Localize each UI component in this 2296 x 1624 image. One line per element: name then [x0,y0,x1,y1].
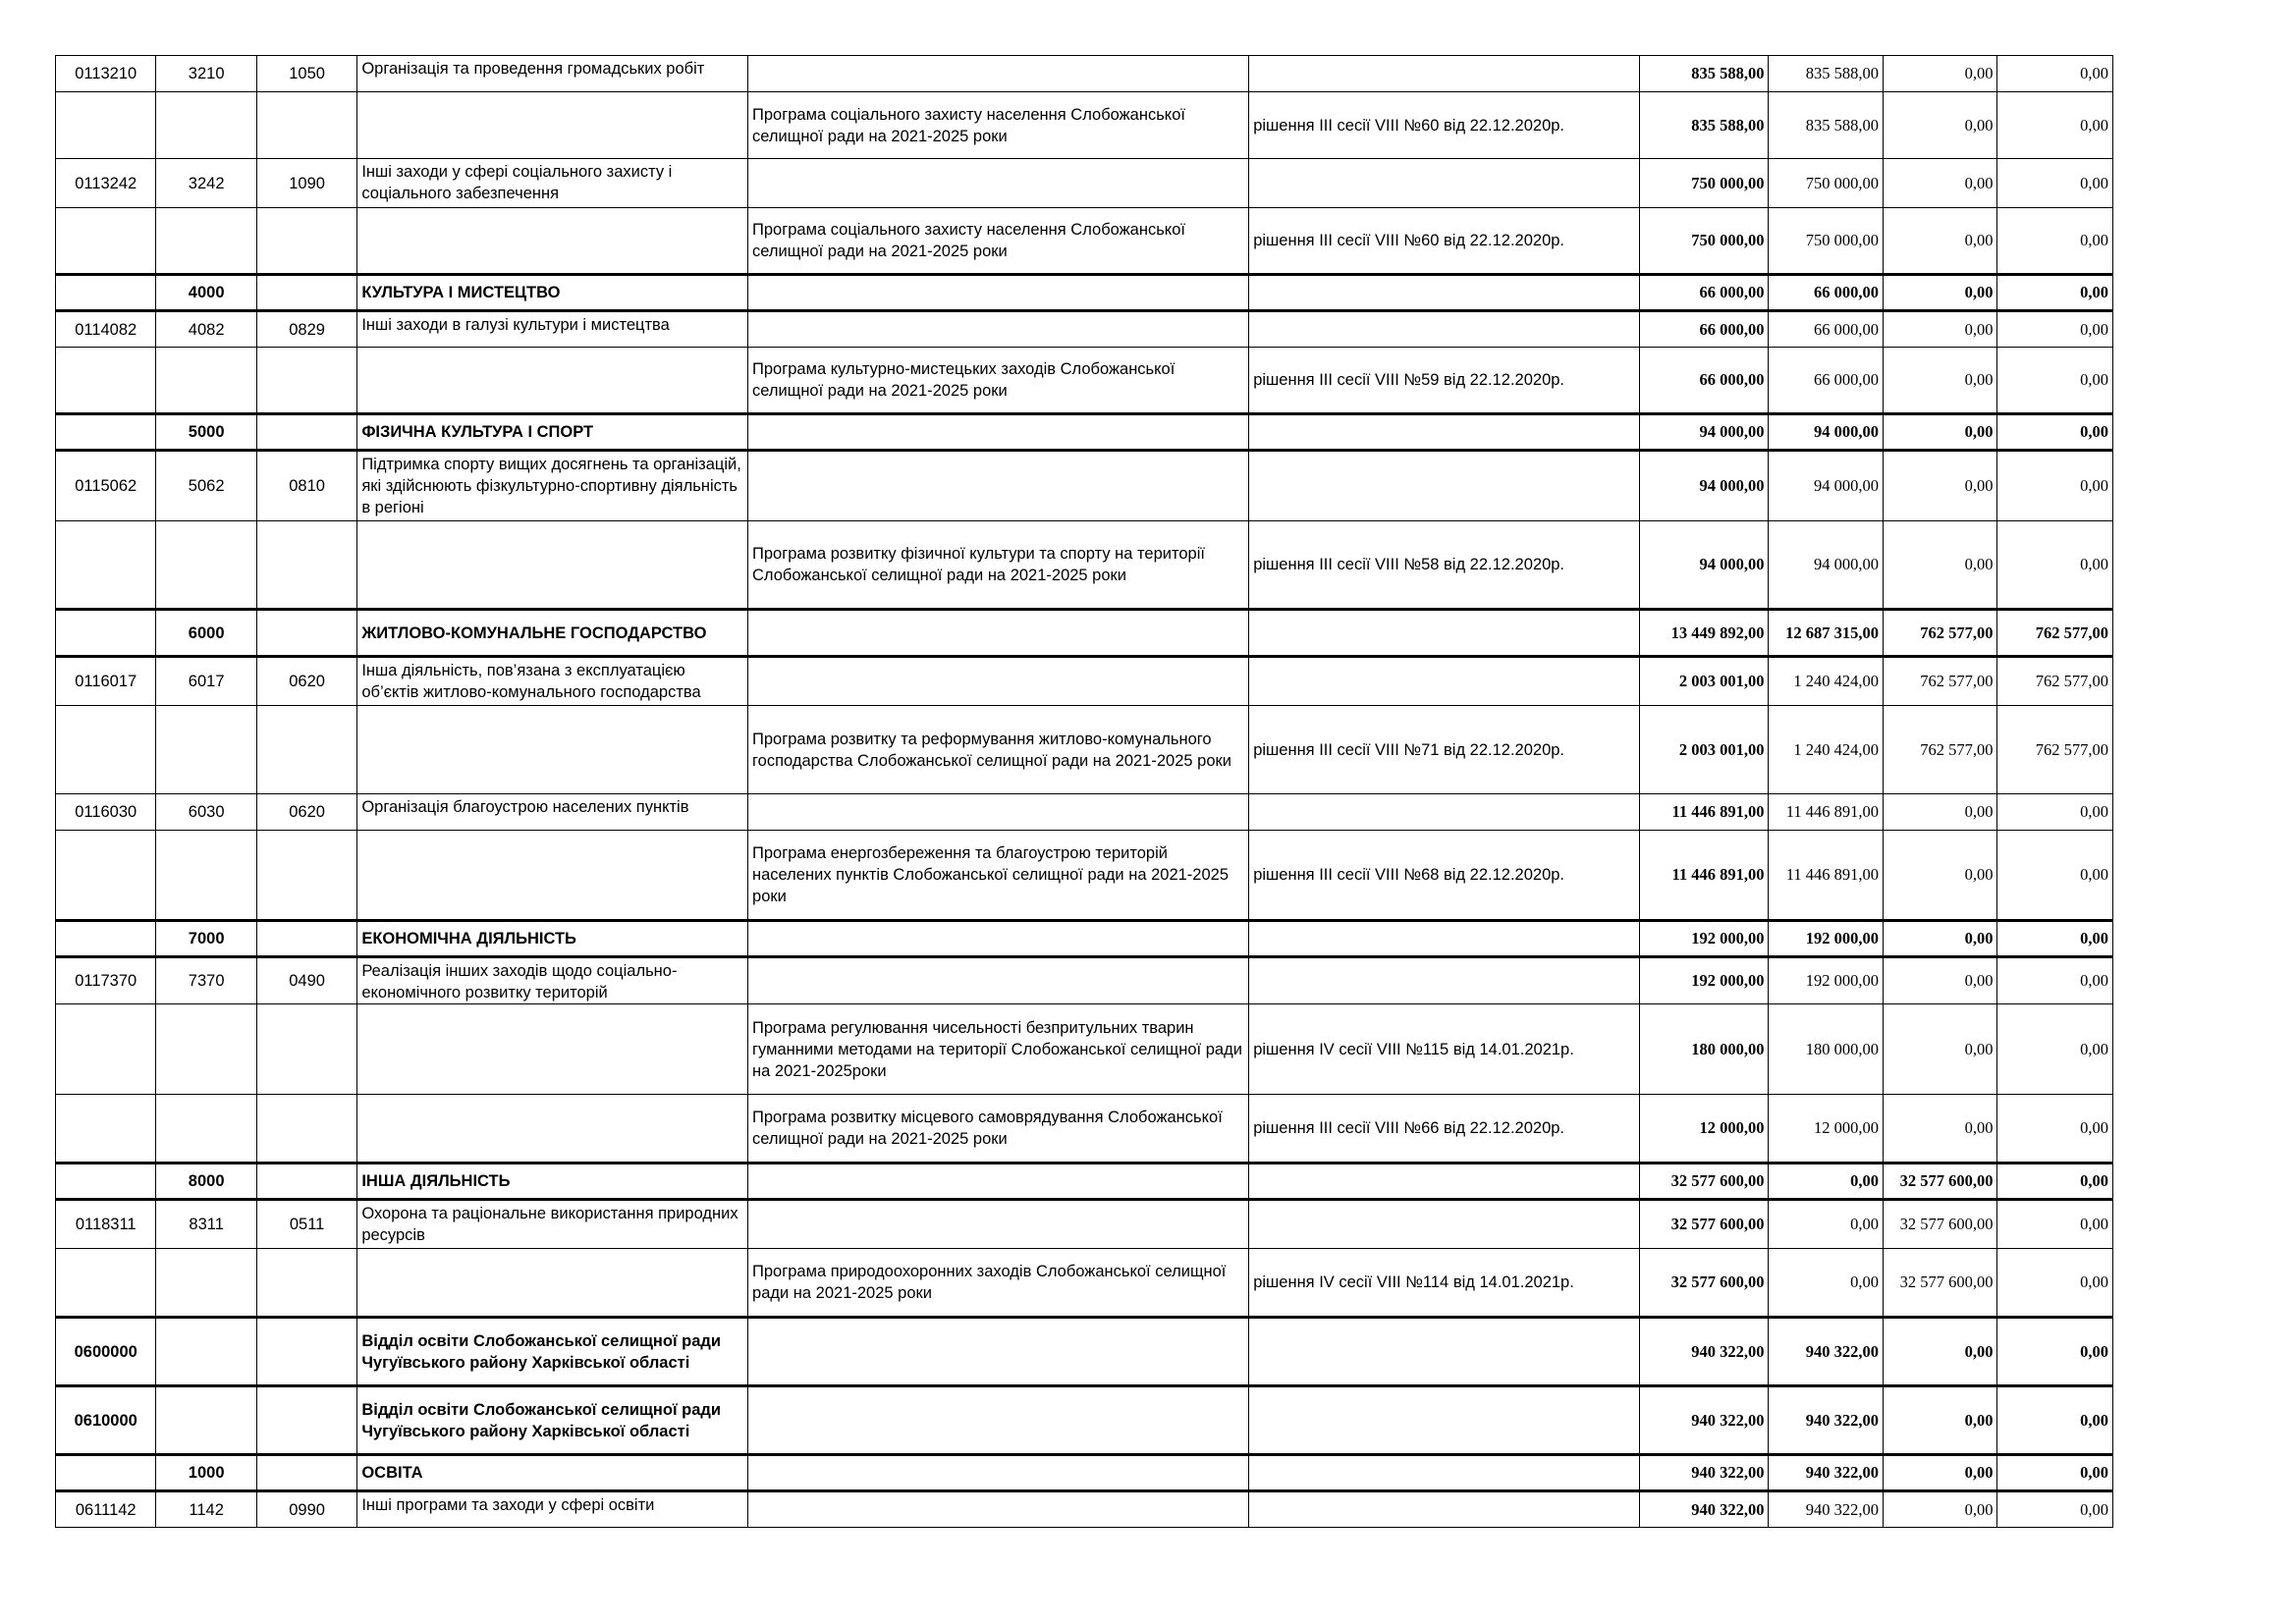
special-fund-cell: 0,00 [1883,311,1997,348]
program-name-cell [748,921,1249,957]
function-code-cell: 0810 [256,451,356,521]
expense-name-cell: Інші програми та заходи у сфері освіти [357,1491,748,1528]
program-code-cell: 0118311 [56,1200,156,1249]
program-code-cell: 0600000 [56,1318,156,1386]
program-name-cell: Програма регулювання чисельності безпритульних тварин гуманними методами на території Слобожанської селищної ради на 2021-2025роки [748,1004,1249,1095]
table-row [56,610,2113,657]
function-code-cell: 1090 [256,159,356,208]
kfk-code-cell [156,1095,256,1164]
total-amount-cell: 192 000,00 [1639,921,1769,957]
program-name-cell [748,1386,1249,1455]
table-row [56,208,2113,275]
total-amount-cell: 13 449 892,00 [1639,610,1769,657]
program-name-cell: Програма розвитку місцевого самоврядування Слобожанської селищної ради на 2021-2025 роки [748,1095,1249,1164]
special-fund-cell: 0,00 [1883,414,1997,451]
special-fund-cell: 0,00 [1883,1095,1997,1164]
development-budget-cell: 762 577,00 [1997,706,2113,794]
kfk-code-cell: 8311 [156,1200,256,1249]
program-name-cell: Програма культурно-мистецьких заходів Слобожанської селищної ради на 2021-2025 роки [748,348,1249,414]
decision-cell [1249,957,1640,1004]
development-budget-cell: 0,00 [1997,56,2113,92]
function-code-cell: 0620 [256,657,356,706]
decision-cell [1249,794,1640,831]
kfk-code-cell [156,1249,256,1318]
expense-name-cell: ЕКОНОМІЧНА ДІЯЛЬНІСТЬ [357,921,748,957]
general-fund-cell: 0,00 [1769,1200,1884,1249]
total-amount-cell: 2 003 001,00 [1639,706,1769,794]
decision-cell [1249,56,1640,92]
kfk-code-cell [156,521,256,610]
kfk-code-cell: 3210 [156,56,256,92]
program-name-cell [748,657,1249,706]
total-amount-cell: 94 000,00 [1639,451,1769,521]
kfk-code-cell [156,208,256,275]
special-fund-cell: 0,00 [1883,159,1997,208]
kfk-code-cell: 4000 [156,275,256,311]
decision-cell: рішення ІІІ сесії VIII №71 від 22.12.2020р. [1249,706,1640,794]
total-amount-cell: 12 000,00 [1639,1095,1769,1164]
special-fund-cell: 0,00 [1883,348,1997,414]
total-amount-cell: 940 322,00 [1639,1491,1769,1528]
total-amount-cell: 2 003 001,00 [1639,657,1769,706]
decision-cell [1249,657,1640,706]
function-code-cell: 0511 [256,1200,356,1249]
expense-name-cell: ОСВІТА [357,1455,748,1491]
expense-name-cell: Інша діяльність, пов’язана з експлуатацією об’єктів житлово-комунального господарства [357,657,748,706]
table-row [56,1200,2113,1249]
total-amount-cell: 750 000,00 [1639,159,1769,208]
table-row [56,794,2113,831]
program-name-cell [748,1200,1249,1249]
table-row [56,1318,2113,1386]
function-code-cell [256,1455,356,1491]
program-name-cell: Програма соціального захисту населення Слобожанської селищної ради на 2021-2025 роки [748,208,1249,275]
program-name-cell: Програма розвитку фізичної культури та спорту на території Слобожанської селищної ради на 2021-2025 роки [748,521,1249,610]
expense-name-cell: Підтримка спорту вищих досягнень та організацій, які здійснюють фізкультурно-спортивну діяльність в регіоні [357,451,748,521]
decision-cell [1249,159,1640,208]
development-budget-cell: 0,00 [1997,794,2113,831]
general-fund-cell: 12 687 315,00 [1769,610,1884,657]
total-amount-cell: 66 000,00 [1639,275,1769,311]
kfk-code-cell [156,1386,256,1455]
table-row [56,1455,2113,1491]
special-fund-cell: 762 577,00 [1883,657,1997,706]
program-code-cell [56,208,156,275]
total-amount-cell: 180 000,00 [1639,1004,1769,1095]
table-row [56,521,2113,610]
expense-name-cell: Охорона та раціональне використання природних ресурсів [357,1200,748,1249]
function-code-cell [256,414,356,451]
program-name-cell: Програма енергозбереження та благоустрою територій населених пунктів Слобожанської селищної ради на 2021-2025 роки [748,831,1249,921]
general-fund-cell: 94 000,00 [1769,451,1884,521]
program-name-cell [748,451,1249,521]
program-code-cell [56,348,156,414]
total-amount-cell: 32 577 600,00 [1639,1200,1769,1249]
development-budget-cell: 0,00 [1997,348,2113,414]
program-name-cell [748,159,1249,208]
table-row [56,56,2113,92]
general-fund-cell: 192 000,00 [1769,921,1884,957]
decision-cell [1249,1200,1640,1249]
decision-cell [1249,1164,1640,1200]
expense-name-cell: Організація благоустрою населених пунктів [357,794,748,831]
program-name-cell [748,610,1249,657]
program-code-cell: 0611142 [56,1491,156,1528]
function-code-cell [256,1318,356,1386]
total-amount-cell: 192 000,00 [1639,957,1769,1004]
special-fund-cell: 32 577 600,00 [1883,1200,1997,1249]
expense-name-cell [357,1249,748,1318]
function-code-cell: 0490 [256,957,356,1004]
total-amount-cell: 940 322,00 [1639,1318,1769,1386]
decision-cell [1249,1491,1640,1528]
development-budget-cell: 0,00 [1997,311,2113,348]
development-budget-cell: 0,00 [1997,831,2113,921]
table-row [56,831,2113,921]
special-fund-cell: 0,00 [1883,275,1997,311]
program-code-cell [56,1249,156,1318]
development-budget-cell: 762 577,00 [1997,657,2113,706]
function-code-cell [256,348,356,414]
program-code-cell [56,92,156,159]
special-fund-cell: 0,00 [1883,794,1997,831]
program-name-cell [748,1318,1249,1386]
expense-name-cell: ЖИТЛОВО-КОМУНАЛЬНЕ ГОСПОДАРСТВО [357,610,748,657]
general-fund-cell: 750 000,00 [1769,159,1884,208]
program-code-cell [56,275,156,311]
program-code-cell: 0117370 [56,957,156,1004]
function-code-cell [256,208,356,275]
table-row [56,1491,2113,1528]
kfk-code-cell [156,831,256,921]
budget-programs-table [55,55,2113,1528]
function-code-cell: 0620 [256,794,356,831]
table-row [56,451,2113,521]
program-code-cell: 0116017 [56,657,156,706]
table-row [56,1164,2113,1200]
function-code-cell [256,921,356,957]
function-code-cell: 1050 [256,56,356,92]
decision-cell [1249,610,1640,657]
table-row [56,1095,2113,1164]
development-budget-cell: 0,00 [1997,159,2113,208]
decision-cell [1249,414,1640,451]
general-fund-cell: 66 000,00 [1769,348,1884,414]
program-name-cell [748,794,1249,831]
general-fund-cell: 11 446 891,00 [1769,794,1884,831]
development-budget-cell: 0,00 [1997,92,2113,159]
decision-cell: рішення ІІІ сесії VIII №59 від 22.12.2020р. [1249,348,1640,414]
function-code-cell [256,1004,356,1095]
kfk-code-cell: 3242 [156,159,256,208]
program-code-cell: 0113242 [56,159,156,208]
development-budget-cell: 0,00 [1997,1164,2113,1200]
program-name-cell [748,1164,1249,1200]
kfk-code-cell: 4082 [156,311,256,348]
general-fund-cell: 835 588,00 [1769,56,1884,92]
expense-name-cell [357,831,748,921]
expense-name-cell: ФІЗИЧНА КУЛЬТУРА І СПОРТ [357,414,748,451]
total-amount-cell: 66 000,00 [1639,348,1769,414]
kfk-code-cell [156,92,256,159]
special-fund-cell: 32 577 600,00 [1883,1164,1997,1200]
expense-name-cell [357,1095,748,1164]
general-fund-cell: 0,00 [1769,1249,1884,1318]
kfk-code-cell [156,1004,256,1095]
program-name-cell [748,275,1249,311]
function-code-cell [256,521,356,610]
general-fund-cell: 940 322,00 [1769,1455,1884,1491]
function-code-cell [256,275,356,311]
expense-name-cell: Організація та проведення громадських робіт [357,56,748,92]
total-amount-cell: 750 000,00 [1639,208,1769,275]
kfk-code-cell [156,348,256,414]
decision-cell: рішення ІІІ сесії VIII №58 від 22.12.2020р. [1249,521,1640,610]
special-fund-cell: 0,00 [1883,521,1997,610]
program-name-cell [748,414,1249,451]
kfk-code-cell: 1142 [156,1491,256,1528]
function-code-cell [256,1095,356,1164]
expense-name-cell: Реалізація інших заходів щодо соціально-економічного розвитку територій [357,957,748,1004]
total-amount-cell: 835 588,00 [1639,92,1769,159]
expense-name-cell [357,706,748,794]
general-fund-cell: 940 322,00 [1769,1318,1884,1386]
development-budget-cell: 0,00 [1997,921,2113,957]
expense-name-cell: Відділ освіти Слобожанської селищної ради Чугуївського району Харківської області [357,1386,748,1455]
table-row [56,1249,2113,1318]
program-name-cell [748,1491,1249,1528]
expense-name-cell: Інші заходи в галузі культури і мистецтва [357,311,748,348]
kfk-code-cell: 7370 [156,957,256,1004]
total-amount-cell: 32 577 600,00 [1639,1164,1769,1200]
program-name-cell: Програма соціального захисту населення Слобожанської селищної ради на 2021-2025 роки [748,92,1249,159]
decision-cell [1249,311,1640,348]
table-row [56,92,2113,159]
development-budget-cell: 0,00 [1997,1318,2113,1386]
kfk-code-cell: 7000 [156,921,256,957]
special-fund-cell: 32 577 600,00 [1883,1249,1997,1318]
expense-name-cell [357,521,748,610]
special-fund-cell: 0,00 [1883,1455,1997,1491]
expense-name-cell: ІНША ДІЯЛЬНІСТЬ [357,1164,748,1200]
general-fund-cell: 0,00 [1769,1164,1884,1200]
special-fund-cell: 762 577,00 [1883,706,1997,794]
development-budget-cell: 0,00 [1997,414,2113,451]
general-fund-cell: 66 000,00 [1769,311,1884,348]
program-code-cell [56,521,156,610]
decision-cell: рішення IV сесії VIII №114 від 14.01.2021р. [1249,1249,1640,1318]
development-budget-cell: 762 577,00 [1997,610,2113,657]
function-code-cell [256,706,356,794]
kfk-code-cell: 6030 [156,794,256,831]
decision-cell [1249,1455,1640,1491]
program-name-cell [748,957,1249,1004]
special-fund-cell: 0,00 [1883,957,1997,1004]
special-fund-cell: 0,00 [1883,208,1997,275]
kfk-code-cell [156,706,256,794]
decision-cell: рішення ІІІ сесії VIII №60 від 22.12.2020р. [1249,208,1640,275]
program-code-cell [56,706,156,794]
function-code-cell [256,1164,356,1200]
development-budget-cell: 0,00 [1997,521,2113,610]
general-fund-cell: 11 446 891,00 [1769,831,1884,921]
expense-name-cell [357,92,748,159]
program-code-cell [56,414,156,451]
kfk-code-cell [156,1318,256,1386]
program-name-cell [748,56,1249,92]
table-row [56,414,2113,451]
general-fund-cell: 94 000,00 [1769,521,1884,610]
program-code-cell: 0113210 [56,56,156,92]
total-amount-cell: 940 322,00 [1639,1455,1769,1491]
table-row [56,706,2113,794]
decision-cell [1249,1318,1640,1386]
kfk-code-cell: 8000 [156,1164,256,1200]
program-name-cell [748,311,1249,348]
program-code-cell: 0610000 [56,1386,156,1455]
table-row [56,957,2113,1004]
function-code-cell [256,1386,356,1455]
decision-cell [1249,275,1640,311]
total-amount-cell: 835 588,00 [1639,56,1769,92]
general-fund-cell: 180 000,00 [1769,1004,1884,1095]
development-budget-cell: 0,00 [1997,451,2113,521]
special-fund-cell: 0,00 [1883,1004,1997,1095]
expense-name-cell: КУЛЬТУРА І МИСТЕЦТВО [357,275,748,311]
development-budget-cell: 0,00 [1997,957,2113,1004]
kfk-code-cell: 1000 [156,1455,256,1491]
program-code-cell [56,1164,156,1200]
expense-name-cell [357,1004,748,1095]
development-budget-cell: 0,00 [1997,1386,2113,1455]
program-code-cell: 0114082 [56,311,156,348]
development-budget-cell: 0,00 [1997,275,2113,311]
special-fund-cell: 0,00 [1883,92,1997,159]
program-code-cell: 0116030 [56,794,156,831]
table-row [56,159,2113,208]
kfk-code-cell: 6017 [156,657,256,706]
expense-name-cell: Відділ освіти Слобожанської селищної ради Чугуївського району Харківської області [357,1318,748,1386]
development-budget-cell: 0,00 [1997,1200,2113,1249]
total-amount-cell: 94 000,00 [1639,414,1769,451]
table-row [56,275,2113,311]
development-budget-cell: 0,00 [1997,1455,2113,1491]
expense-name-cell [357,348,748,414]
special-fund-cell: 0,00 [1883,56,1997,92]
expense-name-cell [357,208,748,275]
function-code-cell [256,831,356,921]
total-amount-cell: 66 000,00 [1639,311,1769,348]
program-code-cell [56,831,156,921]
decision-cell [1249,921,1640,957]
special-fund-cell: 0,00 [1883,451,1997,521]
general-fund-cell: 66 000,00 [1769,275,1884,311]
general-fund-cell: 12 000,00 [1769,1095,1884,1164]
total-amount-cell: 11 446 891,00 [1639,794,1769,831]
decision-cell: рішення ІІІ сесії VIII №60 від 22.12.2020р. [1249,92,1640,159]
general-fund-cell: 1 240 424,00 [1769,657,1884,706]
general-fund-cell: 940 322,00 [1769,1491,1884,1528]
program-name-cell: Програма природоохоронних заходів Слобожанської селищної ради на 2021-2025 роки [748,1249,1249,1318]
kfk-code-cell: 6000 [156,610,256,657]
development-budget-cell: 0,00 [1997,1249,2113,1318]
development-budget-cell: 0,00 [1997,1491,2113,1528]
function-code-cell: 0829 [256,311,356,348]
general-fund-cell: 1 240 424,00 [1769,706,1884,794]
kfk-code-cell: 5062 [156,451,256,521]
total-amount-cell: 94 000,00 [1639,521,1769,610]
program-code-cell [56,1455,156,1491]
function-code-cell [256,1249,356,1318]
program-code-cell [56,1004,156,1095]
table-row [56,311,2113,348]
special-fund-cell: 762 577,00 [1883,610,1997,657]
development-budget-cell: 0,00 [1997,1095,2113,1164]
table-row [56,1386,2113,1455]
decision-cell: рішення IV сесії VIII №115 від 14.01.2021р. [1249,1004,1640,1095]
general-fund-cell: 835 588,00 [1769,92,1884,159]
table-body [56,56,2113,1528]
general-fund-cell: 750 000,00 [1769,208,1884,275]
program-name-cell: Програма розвитку та реформування житлово-комунального господарства Слобожанської селищної ради на 2021-2025 роки [748,706,1249,794]
function-code-cell [256,92,356,159]
general-fund-cell: 94 000,00 [1769,414,1884,451]
total-amount-cell: 11 446 891,00 [1639,831,1769,921]
total-amount-cell: 32 577 600,00 [1639,1249,1769,1318]
development-budget-cell: 0,00 [1997,208,2113,275]
table-row [56,348,2113,414]
program-code-cell [56,1095,156,1164]
program-code-cell: 0115062 [56,451,156,521]
expense-name-cell: Інші заходи у сфері соціального захисту і соціального забезпечення [357,159,748,208]
program-code-cell [56,921,156,957]
general-fund-cell: 940 322,00 [1769,1386,1884,1455]
total-amount-cell: 940 322,00 [1639,1386,1769,1455]
development-budget-cell: 0,00 [1997,1004,2113,1095]
special-fund-cell: 0,00 [1883,1386,1997,1455]
decision-cell: рішення ІІІ сесії VIII №68 від 22.12.2020р. [1249,831,1640,921]
decision-cell [1249,451,1640,521]
special-fund-cell: 0,00 [1883,1491,1997,1528]
special-fund-cell: 0,00 [1883,831,1997,921]
program-name-cell [748,1455,1249,1491]
general-fund-cell: 192 000,00 [1769,957,1884,1004]
special-fund-cell: 0,00 [1883,921,1997,957]
program-code-cell [56,610,156,657]
decision-cell [1249,1386,1640,1455]
table-row [56,657,2113,706]
function-code-cell: 0990 [256,1491,356,1528]
kfk-code-cell: 5000 [156,414,256,451]
table-row [56,1004,2113,1095]
table-row [56,921,2113,957]
special-fund-cell: 0,00 [1883,1318,1997,1386]
function-code-cell [256,610,356,657]
decision-cell: рішення ІІІ сесії VIII №66 від 22.12.2020р. [1249,1095,1640,1164]
